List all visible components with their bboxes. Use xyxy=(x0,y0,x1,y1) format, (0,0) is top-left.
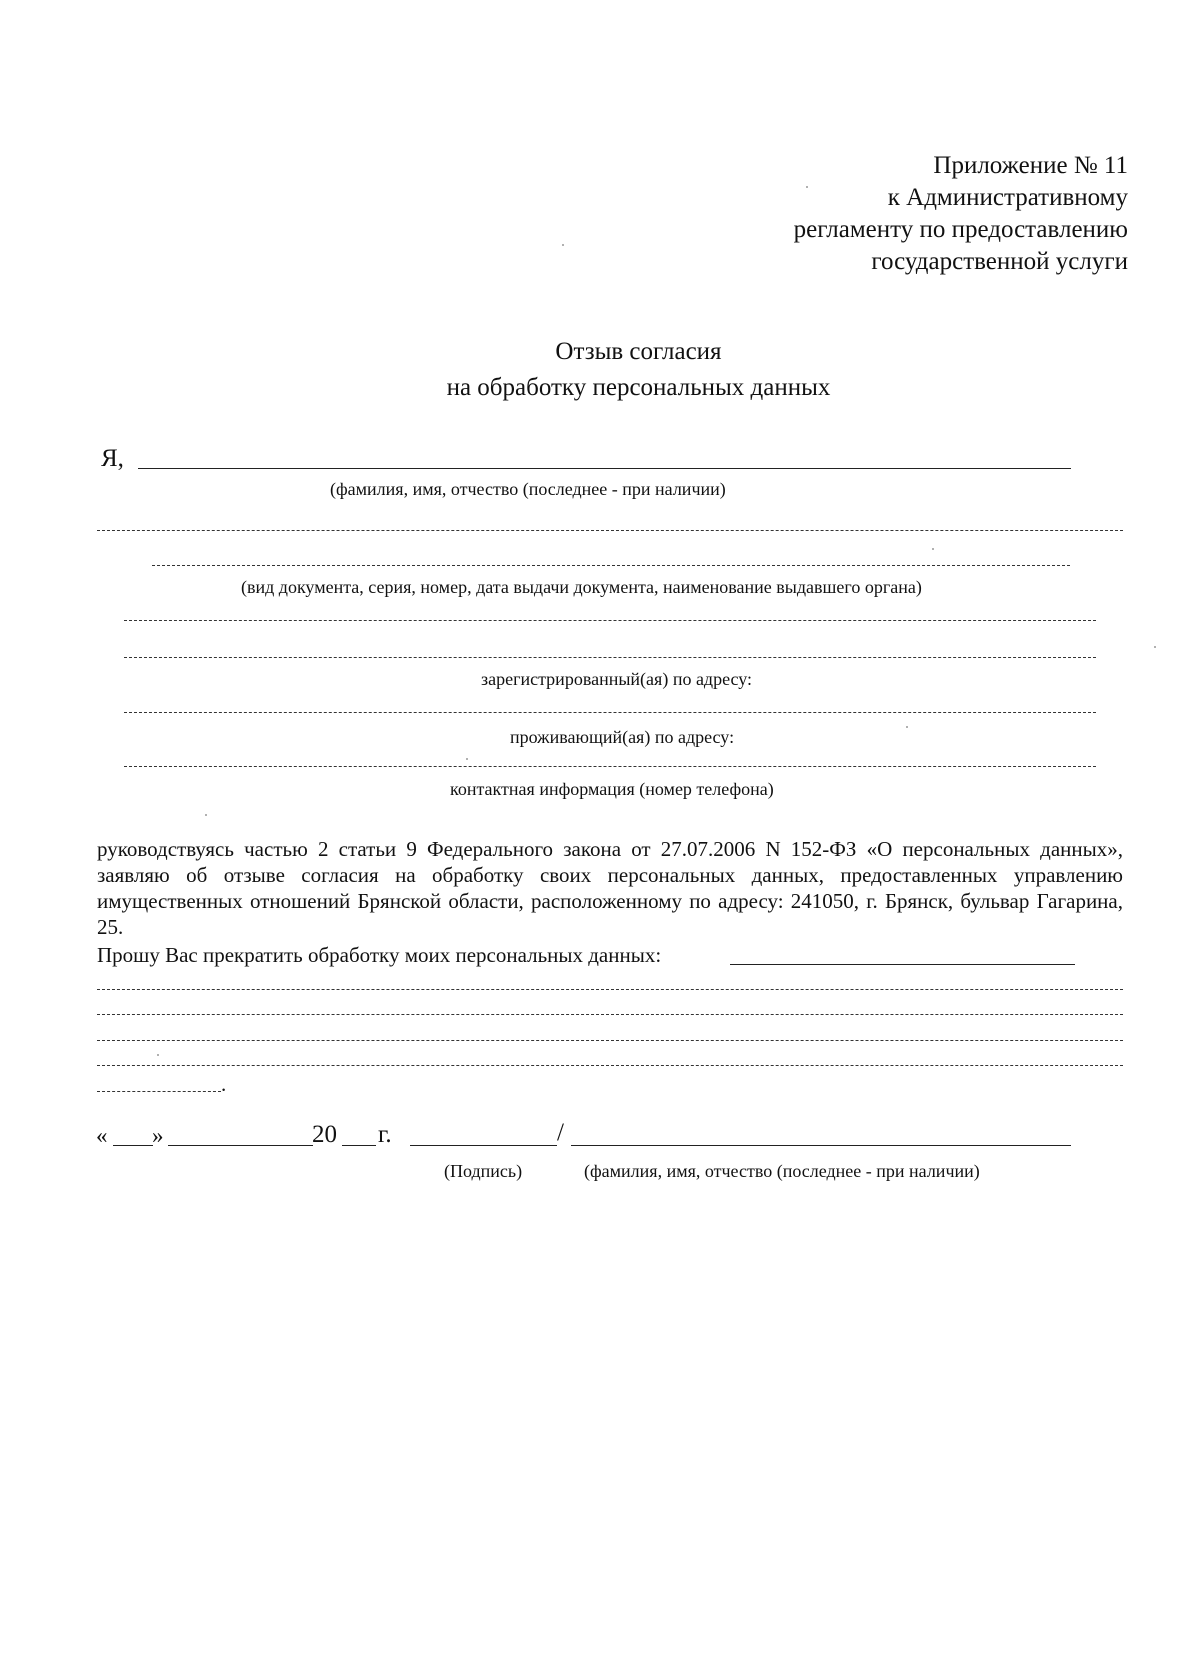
quote-close: » xyxy=(152,1123,164,1148)
scan-speck xyxy=(562,244,564,246)
year-prefix: 20 xyxy=(312,1121,337,1148)
year-input-line[interactable] xyxy=(342,1145,376,1146)
request-input-line-0[interactable] xyxy=(730,964,1075,965)
caption-signature-fio: (фамилия, имя, отчество (последнее - при наличии) xyxy=(584,1161,980,1181)
request-input-line-1[interactable] xyxy=(97,989,1123,990)
scan-speck xyxy=(466,758,468,760)
quote-open: « xyxy=(96,1123,108,1148)
request-end-mark: . xyxy=(221,1072,227,1096)
scan-speck xyxy=(932,548,934,550)
consent-withdrawal-paragraph: руководствуясь частью 2 статьи 9 Федерального закона от 27.07.2006 N 152-ФЗ «О персональных данных», заявляю об отзыве согласия на обработку своих персональных данных, предоставленных управлению имущественных отношений Брянской области, расположенному по адресу: 241050, г. Брянск, бульвар Гагарина, 25. xyxy=(97,837,1123,939)
title-line-1: Отзыв согласия xyxy=(555,338,722,365)
registered-address-line-1[interactable] xyxy=(124,620,1096,621)
signature-input-line[interactable] xyxy=(410,1145,557,1146)
request-text: Прошу Вас прекратить обработку моих персональных данных: xyxy=(97,943,662,967)
caption-living: проживающий(ая) по адресу: xyxy=(510,727,735,747)
body-text xyxy=(97,836,1123,940)
caption-registered: зарегистрированный(ая) по адресу: xyxy=(481,669,753,689)
caption-contact: контактная информация (номер телефона) xyxy=(450,779,774,799)
appendix-line-4: государственной услуги xyxy=(871,248,1128,275)
title-line-2: на обработку персональных данных xyxy=(446,374,831,401)
document-input-line-1[interactable] xyxy=(97,530,1123,531)
request-input-line-4[interactable] xyxy=(97,1065,1123,1066)
living-address-line[interactable] xyxy=(124,712,1096,713)
signature-fio-input-line[interactable] xyxy=(571,1145,1071,1146)
scan-speck xyxy=(906,726,908,728)
request-input-line-5[interactable] xyxy=(97,1091,221,1092)
day-input-line[interactable] xyxy=(113,1145,153,1146)
caption-fio: (фамилия, имя, отчество (последнее - при наличии) xyxy=(330,479,726,499)
appendix-number: Приложение № 11 xyxy=(933,152,1128,179)
fio-input-line[interactable] xyxy=(138,468,1071,469)
caption-document: (вид документа, серия, номер, дата выдачи документа, наименование выдавшего органа) xyxy=(241,577,922,597)
caption-signature: (Подпись) xyxy=(444,1161,523,1181)
month-input-line[interactable] xyxy=(168,1145,313,1146)
contact-info-line[interactable] xyxy=(124,766,1096,767)
scan-speck xyxy=(1154,646,1156,648)
scan-speck xyxy=(806,186,808,188)
scan-speck xyxy=(205,814,207,816)
document-input-line-2[interactable] xyxy=(152,565,1070,566)
year-suffix: г. xyxy=(378,1121,392,1148)
scan-speck xyxy=(157,1054,159,1056)
request-input-line-2[interactable] xyxy=(97,1014,1123,1015)
prefix-i: Я, xyxy=(101,445,124,472)
appendix-line-3: регламенту по предоставлению xyxy=(793,216,1128,243)
request-input-line-3[interactable] xyxy=(97,1040,1123,1041)
slash: / xyxy=(557,1119,564,1146)
registered-address-line-2[interactable] xyxy=(124,657,1096,658)
appendix-line-2: к Административному xyxy=(887,184,1128,211)
